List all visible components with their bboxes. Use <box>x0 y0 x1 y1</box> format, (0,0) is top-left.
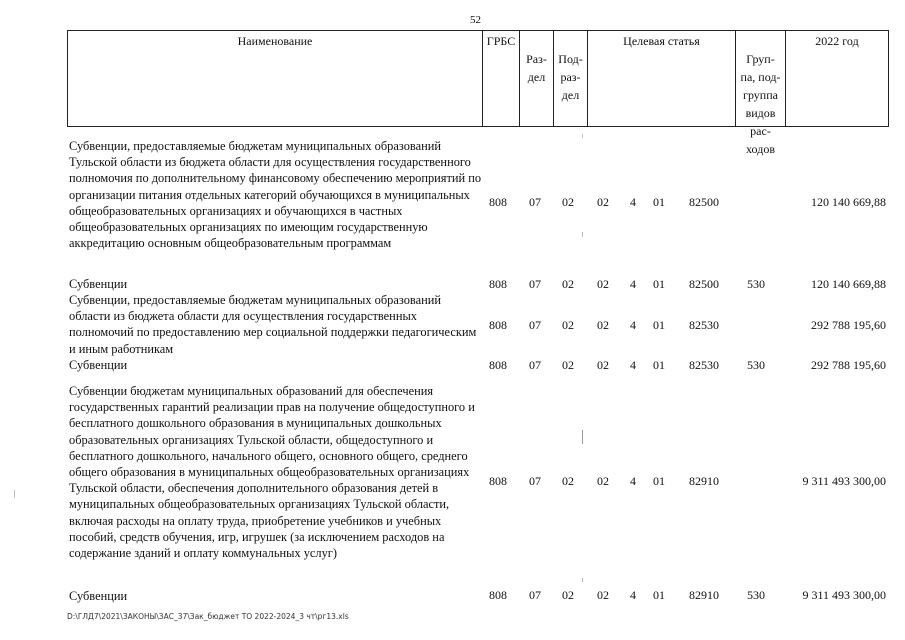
cell-target-4: 82530 <box>689 358 719 372</box>
cell-target-1: 02 <box>597 195 609 209</box>
cell-target-1: 02 <box>597 588 609 602</box>
header-name-label: Наименование <box>237 34 313 48</box>
cell-target-3: 01 <box>653 195 665 209</box>
scan-speck <box>582 134 583 138</box>
cell-grbs: 808 <box>489 474 507 488</box>
cell-razdel: 07 <box>529 358 541 372</box>
cell-group: 530 <box>747 588 765 602</box>
cell-target-2: 4 <box>630 588 636 602</box>
cell-razdel: 07 <box>529 588 541 602</box>
cell-grbs: 808 <box>489 588 507 602</box>
header-grbs <box>482 30 519 127</box>
cell-grbs: 808 <box>489 318 507 332</box>
cell-sum: 292 788 195,60 <box>811 358 886 372</box>
scan-speck <box>582 430 583 444</box>
cell-target-1: 02 <box>597 277 609 291</box>
scan-speck <box>582 578 583 582</box>
cell-target-3: 01 <box>653 358 665 372</box>
cell-sum: 120 140 669,88 <box>811 277 886 291</box>
cell-group: 530 <box>747 277 765 291</box>
header-podrazdel-label: Под- раз- дел <box>558 52 583 102</box>
scan-speck <box>582 232 583 237</box>
cell-target-2: 4 <box>630 277 636 291</box>
cell-podrazdel: 02 <box>562 195 574 209</box>
cell-target-4: 82530 <box>689 318 719 332</box>
cell-target-2: 4 <box>630 474 636 488</box>
row-name: Субвенции, предоставляемые бюджетам муниципальных образований области из бюджета области для осуществления государственных полномочий по предоставлению мер социальной поддержки педагогическим и иным работникам <box>69 293 477 356</box>
cell-razdel: 07 <box>529 195 541 209</box>
cell-sum: 9 311 493 300,00 <box>802 588 886 602</box>
cell-target-2: 4 <box>630 358 636 372</box>
cell-target-4: 82500 <box>689 195 719 209</box>
cell-target-3: 01 <box>653 474 665 488</box>
cell-razdel: 07 <box>529 277 541 291</box>
row-name: Субвенции, предоставляемые бюджетам муниципальных образований Тульской области из бюджета области для осуществления государственного полномочия по дополнительному финансовому обеспечению мероприятий по организации питания отдельных категорий обучающихся в муниципальных общеобразовательных организациях и обучающихся в частных общеобразовательных организациях по имеющим государственную аккредитацию основным общеобразовательным программам <box>69 139 482 251</box>
header-year <box>785 30 889 127</box>
header-group-label: Груп- па, под- группа видов рас- ходов <box>740 52 781 156</box>
cell-razdel: 07 <box>529 474 541 488</box>
cell-target-1: 02 <box>597 474 609 488</box>
cell-group: 530 <box>747 358 765 372</box>
cell-podrazdel: 02 <box>562 474 574 488</box>
cell-target-2: 4 <box>630 318 636 332</box>
header-target-label: Целевая статья <box>623 34 700 48</box>
cell-sum: 292 788 195,60 <box>811 318 886 332</box>
cell-podrazdel: 02 <box>562 588 574 602</box>
header-grbs-label: ГРБС <box>486 34 516 48</box>
cell-target-3: 01 <box>653 588 665 602</box>
cell-grbs: 808 <box>489 195 507 209</box>
scan-speck <box>14 490 15 498</box>
header-razdel-label: Раз- дел <box>526 52 547 84</box>
header-podrazdel <box>553 30 587 127</box>
cell-target-1: 02 <box>597 358 609 372</box>
row-name: Субвенции <box>69 358 128 372</box>
row-name: Субвенции <box>69 277 128 291</box>
header-name <box>67 30 482 127</box>
file-path-footer: D:\ГЛД7\2021\ЗАКОНЫ\ЗАС_37\Зак_бюджет ТО 2022-2024_3 чт\рг13.xls <box>67 612 349 621</box>
cell-target-4: 82910 <box>689 474 719 488</box>
cell-target-3: 01 <box>653 277 665 291</box>
cell-podrazdel: 02 <box>562 358 574 372</box>
cell-target-3: 01 <box>653 318 665 332</box>
cell-grbs: 808 <box>489 277 507 291</box>
cell-sum: 9 311 493 300,00 <box>802 474 886 488</box>
header-razdel <box>519 30 553 127</box>
header-group <box>735 30 785 156</box>
cell-target-4: 82910 <box>689 588 719 602</box>
cell-target-4: 82500 <box>689 277 719 291</box>
cell-grbs: 808 <box>489 358 507 372</box>
row-name: Субвенции бюджетам муниципальных образований для обеспечения государственных гарантий реализации прав на получение общедоступного и бесплатного дошкольного образования в муниципальных дошкольных образовательных организациях Тульской области, общедоступного и бесплатного дошкольного, начального общего, основного общего, среднего общего образования в муниципальных общеобразовательных организациях Тульской области, обеспечения дополнительного образования детей в муниципальных общеобразовательных организациях Тульской области, включая расходы на оплату труда, приобретение учебников и учебных пособий, средств обучения, игр, игрушек (за исключением расходов на содержание зданий и оплату коммунальных услуг) <box>69 384 475 561</box>
cell-podrazdel: 02 <box>562 318 574 332</box>
cell-target-1: 02 <box>597 318 609 332</box>
cell-podrazdel: 02 <box>562 277 574 291</box>
header-year-label: 2022 год <box>815 34 859 48</box>
row-name: Субвенции <box>69 589 128 603</box>
cell-razdel: 07 <box>529 318 541 332</box>
cell-sum: 120 140 669,88 <box>811 195 886 209</box>
header-target <box>587 30 735 127</box>
page-number: 52 <box>470 14 481 26</box>
cell-target-2: 4 <box>630 195 636 209</box>
